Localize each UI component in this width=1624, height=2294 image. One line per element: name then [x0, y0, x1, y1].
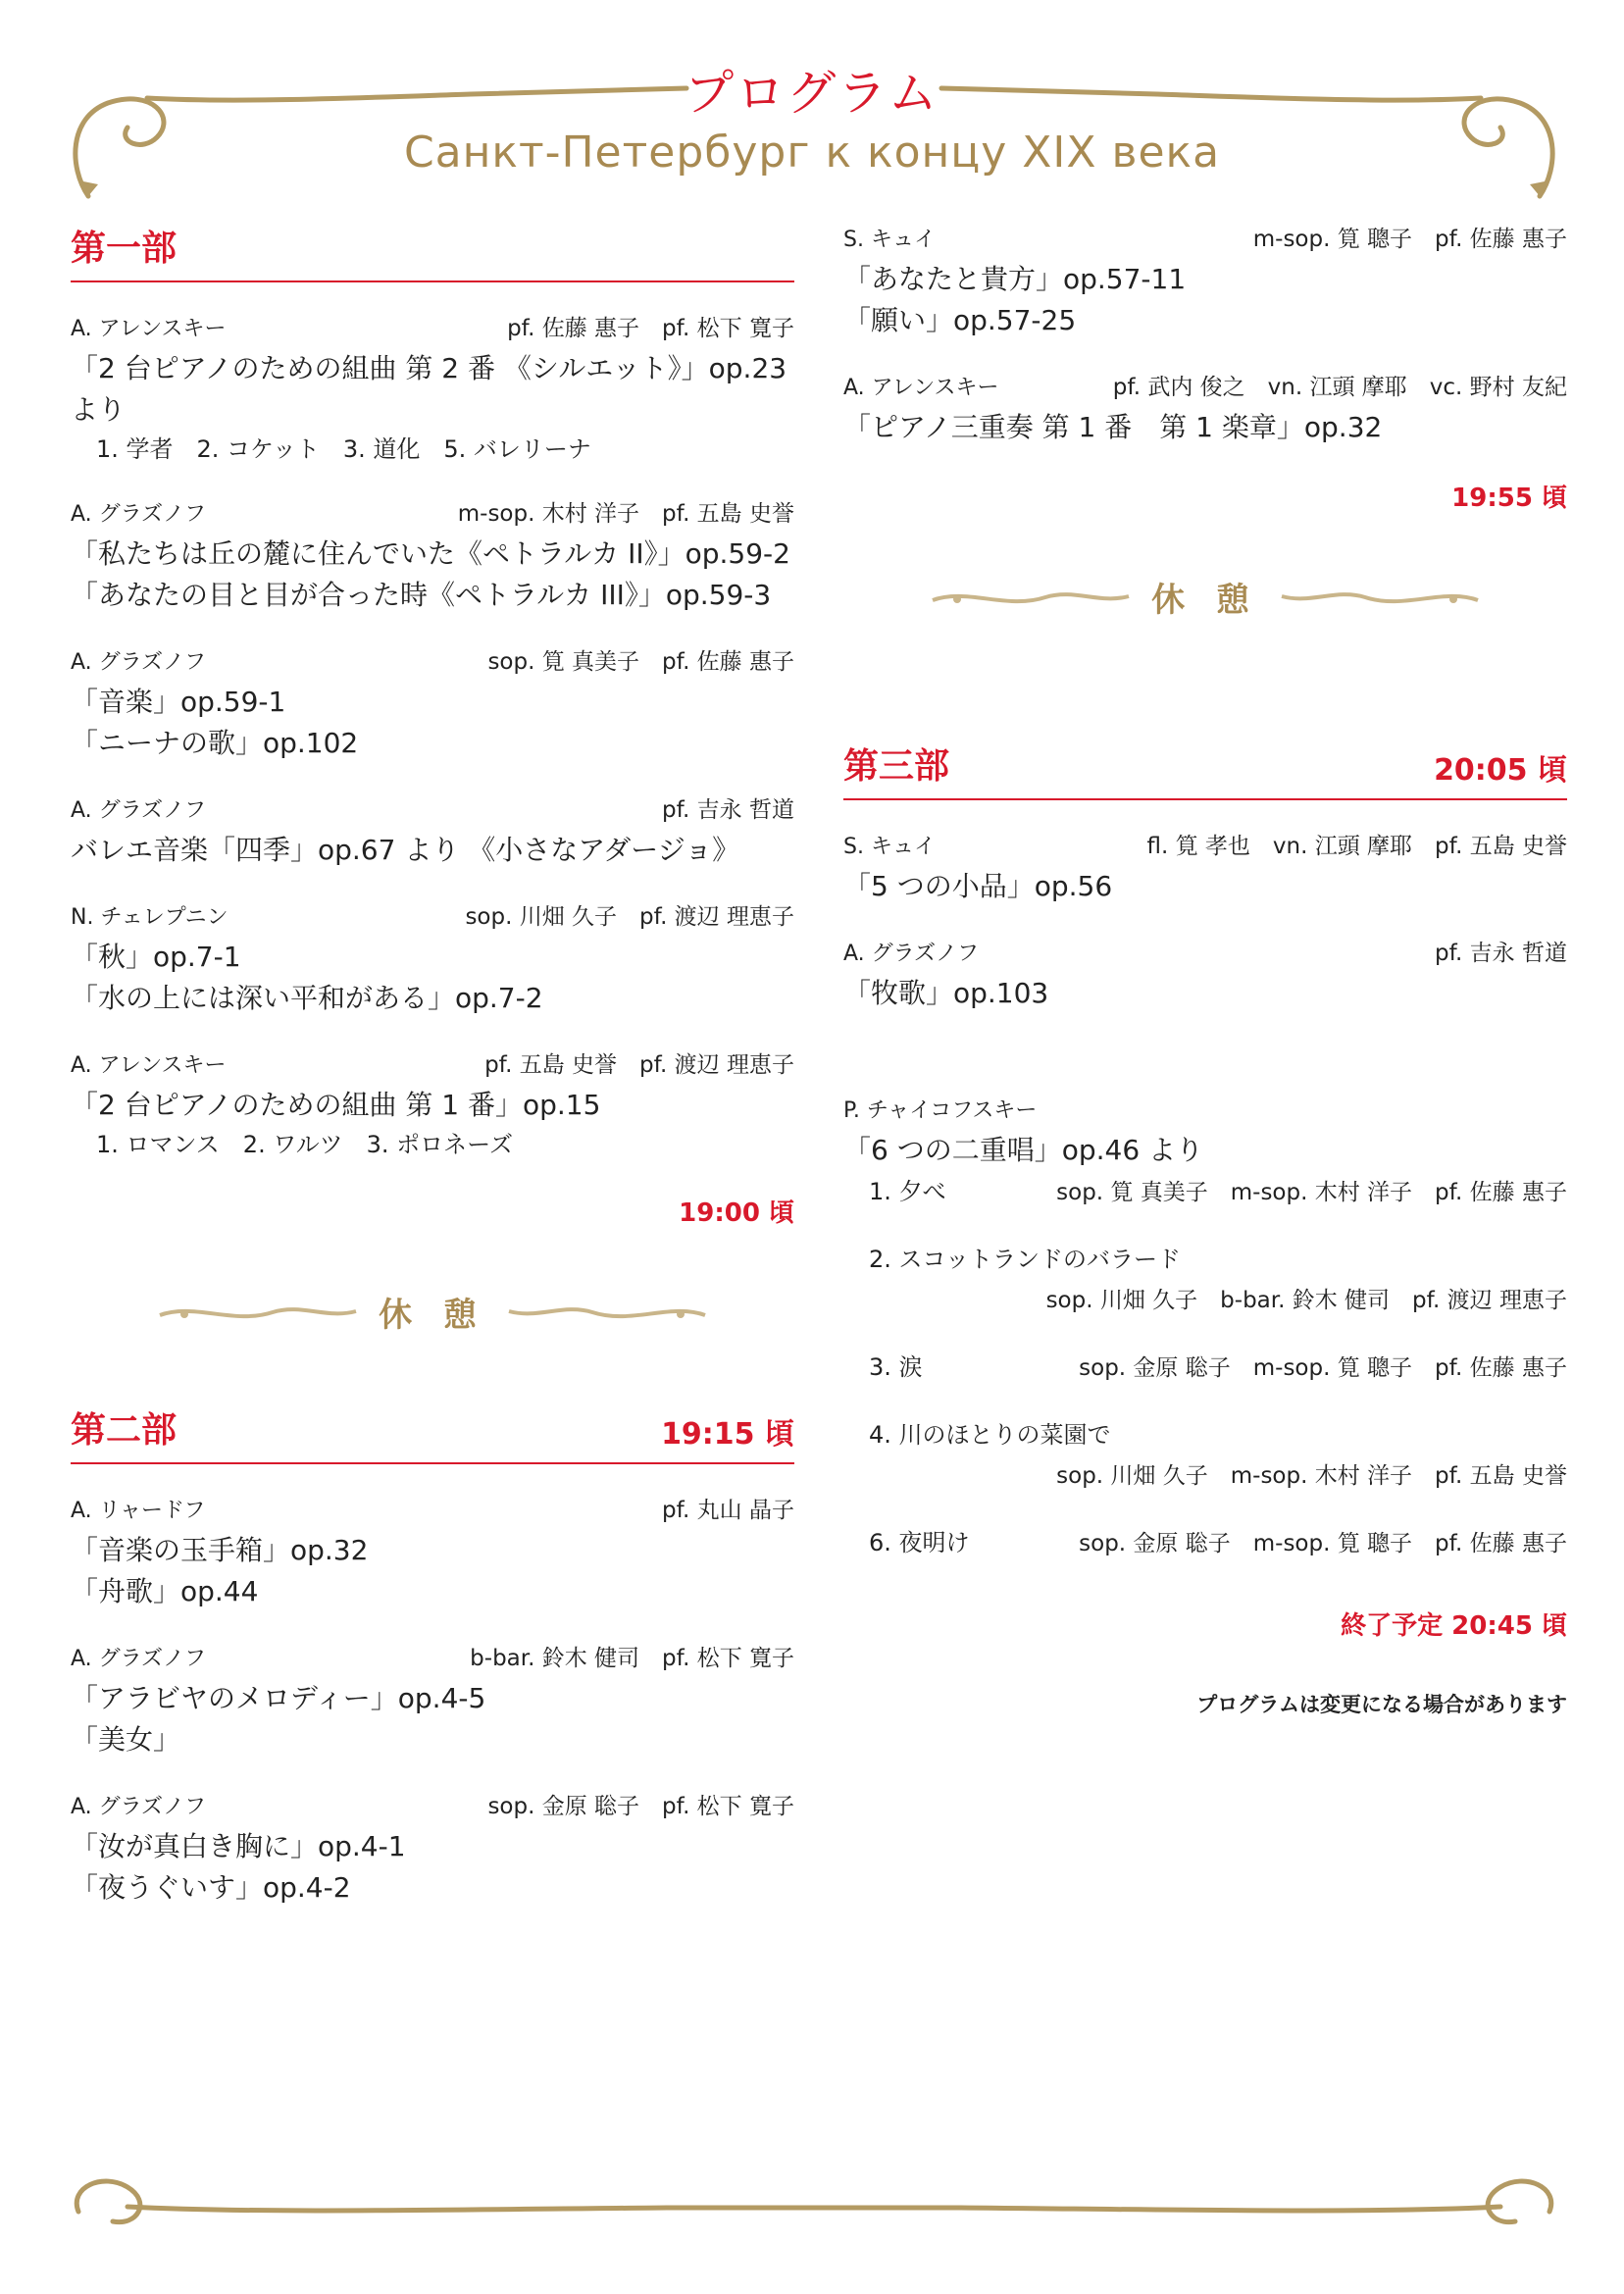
intermission-label: 休 憩 [1151, 581, 1259, 620]
duet-movement [843, 1173, 1567, 1211]
performers: pf. 五島 史誉 pf. 渡辺 理恵子 [484, 1052, 794, 1078]
tchaikovsky-duets [843, 1093, 1567, 1562]
program-piece [843, 369, 1567, 448]
movement-label: 2. スコットランドのバラード [869, 1246, 1182, 1273]
program-piece [71, 791, 794, 871]
composer: P. チャイコフスキー [843, 1098, 1038, 1123]
part2-time: 19:15 頃 [661, 1417, 794, 1452]
piece-title: 「汝が真白き胸に」op.4-1 [71, 1830, 406, 1862]
composer: S. キュイ [843, 228, 936, 252]
piece-title: 「舟歌」op.44 [71, 1575, 259, 1607]
part1-end-time: 19:00 頃 [679, 1198, 794, 1228]
performers: b-bar. 鈴木 健司 pf. 松下 寛子 [470, 1646, 794, 1671]
duet-movement [843, 1349, 1567, 1387]
program-piece [71, 1640, 794, 1760]
part1-header [71, 221, 794, 282]
duet-movement [843, 1524, 1567, 1562]
program-piece [843, 828, 1567, 907]
program-piece [71, 1788, 794, 1909]
piece-title: 「音楽」op.59-1 [71, 686, 286, 718]
program-piece [71, 643, 794, 764]
program-piece [71, 1492, 794, 1612]
performers: pf. 佐藤 惠子 pf. 松下 寛子 [507, 316, 794, 341]
composer: N. チェレプニン [71, 905, 228, 930]
piece-title: 「あなたと貴方」op.57-11 [843, 263, 1187, 295]
composer: A. アレンスキー [71, 1053, 227, 1078]
program-piece [71, 898, 794, 1019]
program-title: プログラム [685, 65, 939, 122]
piece-title: 「夜うぐいす」op.4-2 [71, 1871, 351, 1904]
composer: A. グラズノフ [71, 502, 206, 527]
piece-title: 「秋」op.7-1 [71, 941, 241, 973]
movements: 1. ロマンス 2. ワルツ 3. ポロネーズ [96, 1131, 513, 1158]
composer: A. アレンスキー [71, 317, 227, 341]
piece-title: 「アラビヤのメロディー」op.4-5 [71, 1682, 486, 1714]
composer: A. グラズノフ [71, 650, 206, 675]
intermission-divider [71, 1288, 794, 1336]
performers: pf. 吉永 哲道 [662, 797, 794, 823]
part3-title: 第三部 [843, 746, 950, 787]
performers: pf. 丸山 晶子 [662, 1498, 794, 1523]
composer: A. リャードフ [71, 1499, 206, 1523]
program-change-note: プログラムは変更になる場合があります [1196, 1693, 1567, 1716]
part2-end-time: 19:55 頃 [1451, 484, 1567, 513]
intermission-label: 休 憩 [379, 1296, 486, 1335]
movement-label: 3. 涙 [869, 1353, 923, 1381]
movement-performers: sop. 筧 真美子 m-sop. 木村 洋子 pf. 佐藤 惠子 [1056, 1180, 1567, 1205]
movement-performers: sop. 川畑 久子 m-sop. 木村 洋子 pf. 五島 史誉 [1056, 1463, 1567, 1489]
performers: pf. 吉永 哲道 [1435, 941, 1567, 966]
left-column [71, 221, 794, 1909]
performers: pf. 武内 俊之 vn. 江頭 摩耶 vc. 野村 友紀 [1112, 375, 1567, 400]
piece-title: 「2 台ピアノのための組曲 第 2 番 《シルエット》」op.23 より [71, 352, 787, 426]
piece-title: 「美女」 [71, 1723, 181, 1756]
piece-title: 「ニーナの歌」op.102 [71, 727, 359, 759]
program-piece [843, 221, 1567, 341]
right-flourish-icon [1277, 583, 1483, 612]
bottom-scroll-ornament [59, 2163, 1569, 2251]
movement-label: 4. 川のほとりの菜園で [869, 1421, 1111, 1449]
program-piece [71, 1046, 794, 1163]
performers: sop. 筧 真美子 pf. 佐藤 惠子 [487, 649, 794, 675]
piece-title: 「5 つの小品」op.56 [843, 870, 1113, 902]
right-column [843, 221, 1567, 1718]
performers: sop. 川畑 久子 pf. 渡辺 理恵子 [465, 904, 794, 930]
piece-title: 「水の上には深い平和がある」op.7-2 [71, 982, 543, 1014]
piece-title: 「牧歌」op.103 [843, 977, 1049, 1009]
composer: S. キュイ [843, 835, 936, 859]
program-subtitle: Санкт-Петербург к концу XIX века [403, 127, 1221, 178]
piece-title: 「願い」op.57-25 [843, 304, 1077, 336]
composer: A. アレンスキー [843, 376, 999, 400]
part3-time: 20:05 頃 [1434, 753, 1567, 788]
composer: A. グラズノフ [843, 942, 979, 966]
left-flourish-icon [928, 583, 1134, 612]
part3-header [843, 739, 1567, 800]
program-piece [71, 310, 794, 468]
performers: fl. 筧 孝也 vn. 江頭 摩耶 pf. 五島 史誉 [1146, 834, 1567, 859]
movement-performers: sop. 金原 聡子 m-sop. 筧 聰子 pf. 佐藤 惠子 [1079, 1531, 1567, 1556]
movements: 1. 学者 2. コケット 3. 道化 5. バレリーナ [96, 435, 591, 463]
piece-title: 「ピアノ三重奏 第 1 番 第 1 楽章」op.32 [843, 411, 1383, 443]
performers: m-sop. 木村 洋子 pf. 五島 史誉 [457, 501, 794, 527]
program-piece [843, 935, 1567, 1014]
part2-title: 第二部 [71, 1410, 178, 1451]
piece-title: 「あなたの目と目が合った時《ペトラルカ III》」op.59-3 [71, 579, 772, 611]
composer: A. グラズノフ [71, 1795, 206, 1819]
program-piece [71, 495, 794, 616]
performers: m-sop. 筧 聰子 pf. 佐藤 惠子 [1252, 227, 1567, 252]
performers: sop. 金原 聡子 pf. 松下 寛子 [487, 1794, 794, 1819]
duet-movement [843, 1416, 1567, 1495]
piece-title: 「2 台ピアノのための組曲 第 1 番」op.15 [71, 1089, 601, 1121]
composer: A. グラズノフ [71, 798, 206, 823]
end-time: 終了予定 20:45 頃 [1341, 1611, 1567, 1641]
composer: A. グラズノフ [71, 1647, 206, 1671]
intermission-divider [843, 573, 1567, 621]
movement-performers: sop. 金原 聡子 m-sop. 筧 聰子 pf. 佐藤 惠子 [1079, 1355, 1567, 1381]
movement-label: 1. 夕べ [869, 1178, 946, 1205]
movement-performers: sop. 川畑 久子 b-bar. 鈴木 健司 pf. 渡辺 理恵子 [1045, 1288, 1567, 1313]
movement-label: 6. 夜明け [869, 1529, 970, 1556]
piece-title: バレエ音楽「四季」op.67 より 《小さなアダージョ》 [71, 834, 740, 866]
right-flourish-icon [504, 1298, 710, 1327]
part2-header [71, 1402, 794, 1464]
left-flourish-icon [155, 1298, 361, 1327]
piece-title: 「6 つの二重唱」op.46 より [843, 1134, 1204, 1166]
part1-title: 第一部 [71, 229, 178, 269]
duet-movement [843, 1241, 1567, 1319]
piece-title: 「音楽の玉手箱」op.32 [71, 1534, 369, 1566]
piece-title: 「私たちは丘の麓に住んでいた《ペトラルカ II》」op.59-2 [71, 537, 790, 570]
